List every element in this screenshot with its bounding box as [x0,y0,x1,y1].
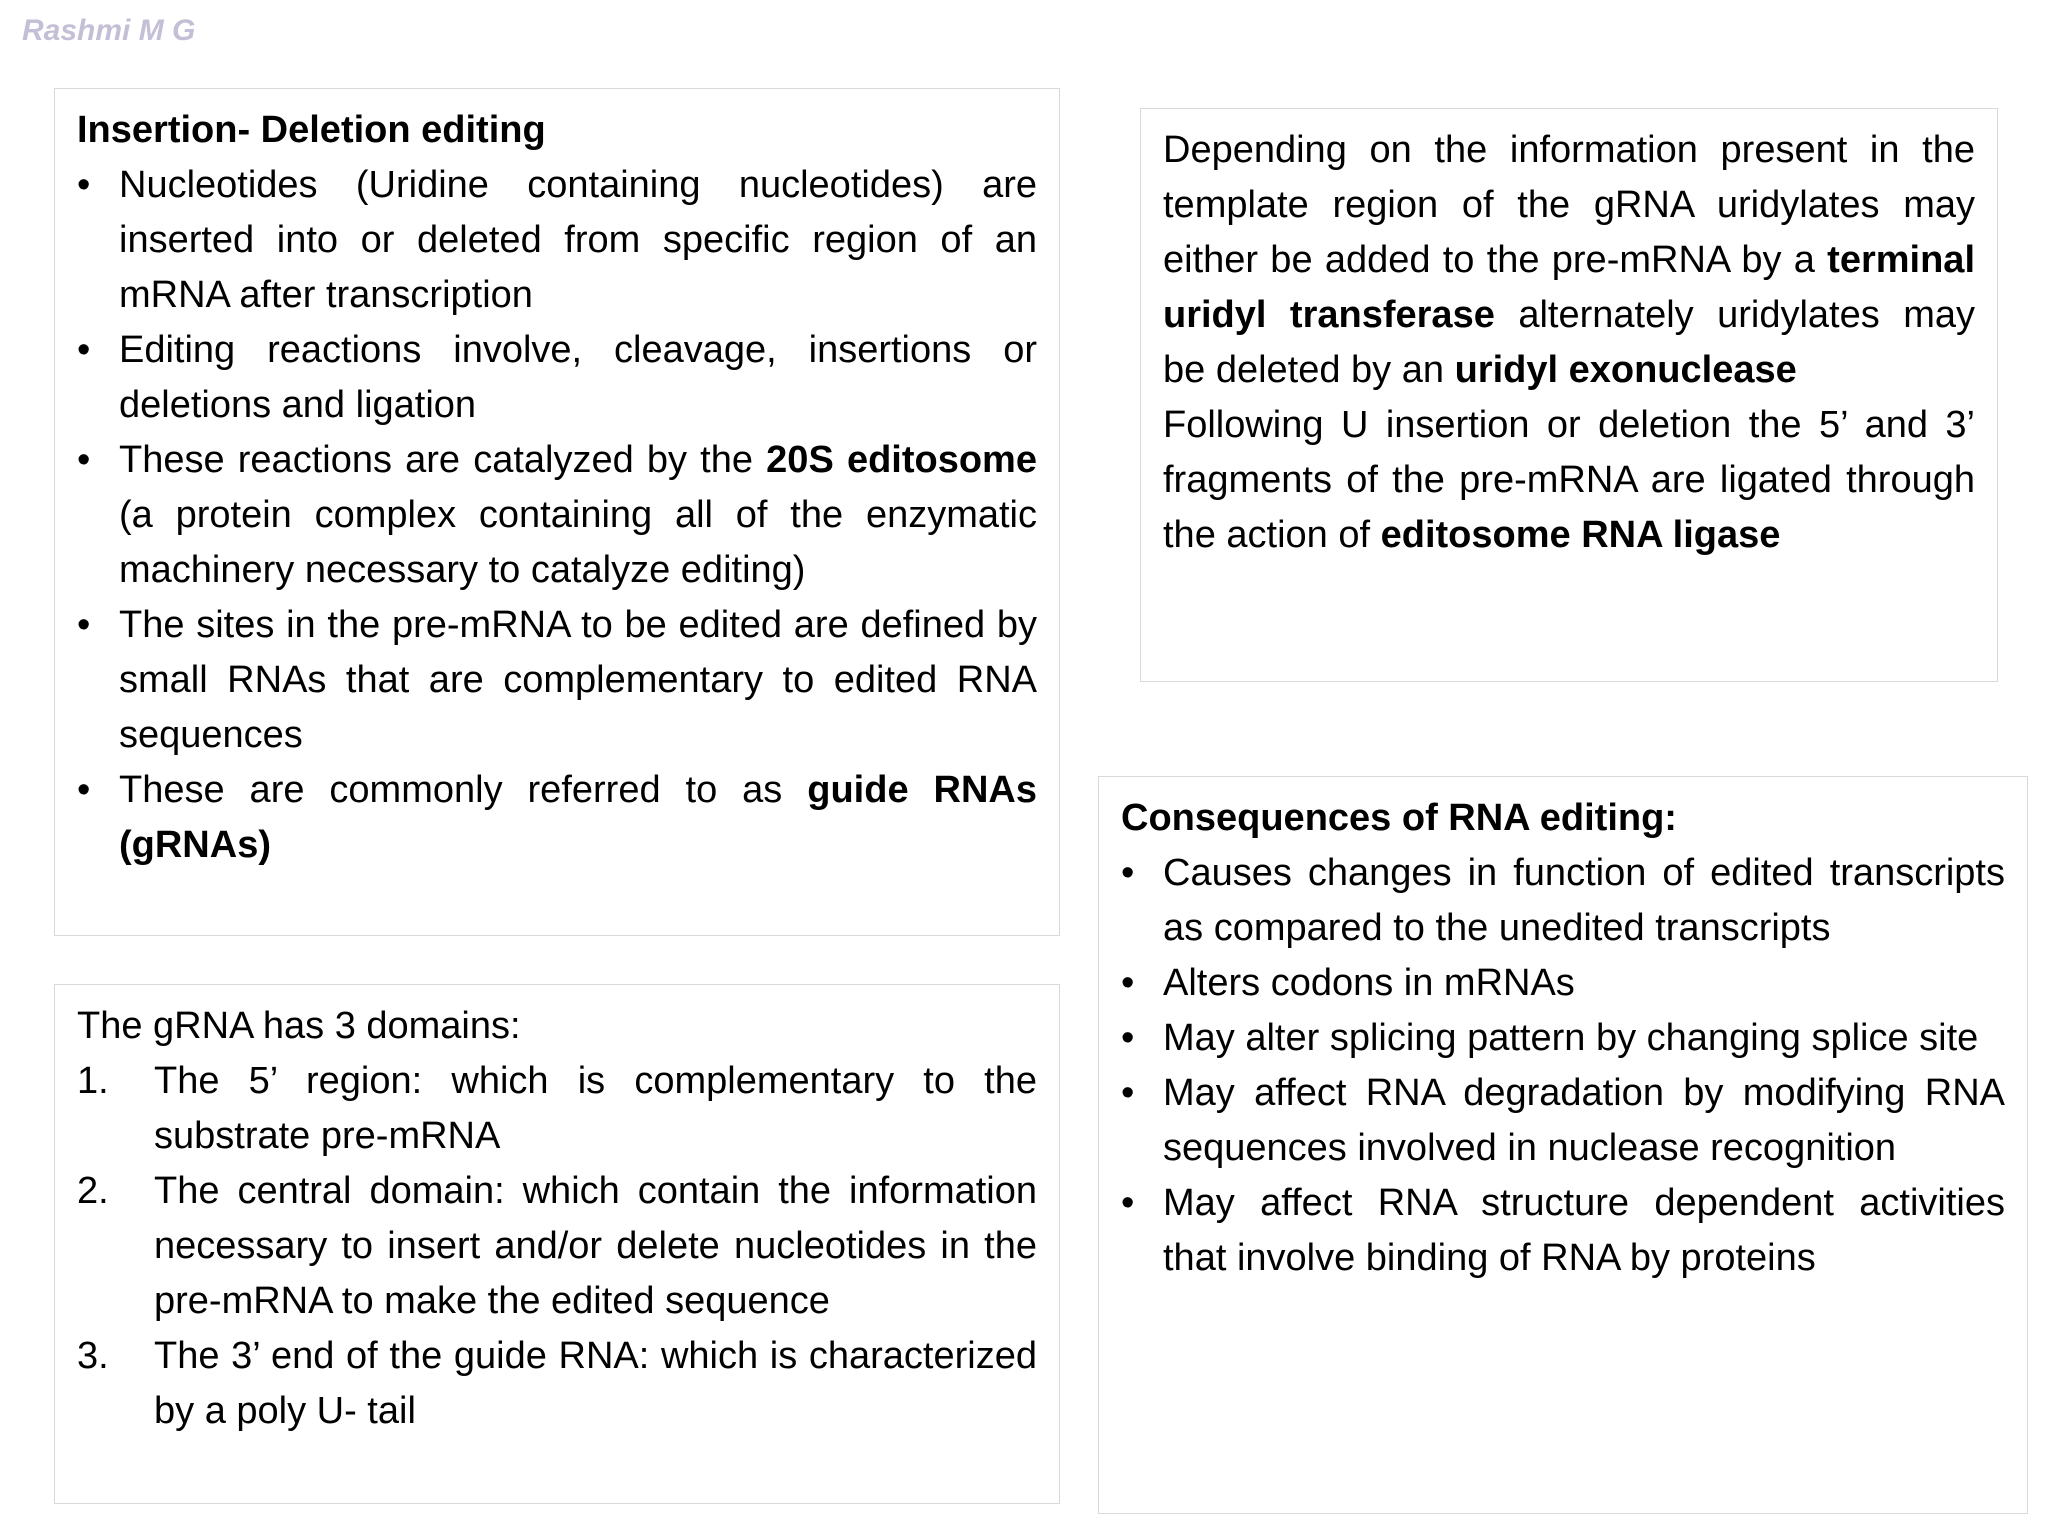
term-terminal-uridyl-transferase: terminal uridyl transferase [1163,239,1975,336]
term-editosome-rna-ligase: editosome RNA ligase [1380,514,1781,556]
list-item: • Nucleotides (Uridine containing nucleotides) are inserted into or deleted from specific region of an mRNA after transcription [77,158,1037,323]
list-item: • The sites in the pre-mRNA to be edited are defined by small RNAs that are complementary to edited RNA sequences [77,598,1037,763]
ligation-paragraph: Following U insertion or deletion the 5’ and 3’ fragments of the pre-mRNA are ligated through the action of editosome RNA ligase [1163,404,1975,556]
list-number: 2. [77,1170,109,1212]
list-item: • May alter splicing pattern by changing splice site [1121,1011,2005,1066]
grna-domains-intro: The gRNA has 3 domains: [77,1005,521,1047]
list-number: 1. [77,1060,109,1102]
list-item: 2. The central domain: which contain the information necessary to insert and/or delete nucleotides in the pre-mRNA to make the edited sequence [77,1164,1037,1329]
term-guide-rnas: guide RNAs (gRNAs) [119,769,1037,866]
list-item: • These are commonly referred to as guide RNAs (gRNAs) [77,763,1037,873]
list-item: • Editing reactions involve, cleavage, insertions or deletions and ligation [77,323,1037,433]
term-20s-editosome: 20S editosome [766,439,1037,481]
list-item: 1. The 5’ region: which is complementary to the substrate pre-mRNA [77,1054,1037,1164]
consequences-textbox [1098,776,2028,1514]
list-item: 3. The 3’ end of the guide RNA: which is characterized by a poly U- tail [77,1329,1037,1439]
list-item: • Causes changes in function of edited transcripts as compared to the unedited transcripts [1121,846,2005,956]
insertion-deletion-heading: Insertion- Deletion editing [77,109,546,151]
list-item: • May affect RNA degradation by modifying RNA sequences involved in nuclease recognition [1121,1066,2005,1176]
consequences-bullet-list [1121,846,2005,1286]
list-number: 3. [77,1335,109,1377]
grna-domains-textbox [54,984,1060,1504]
list-item: • Alters codons in mRNAs [1121,956,2005,1011]
author-watermark: Rashmi M G [22,14,196,47]
uridylate-editing-textbox [1140,108,1998,682]
term-uridyl-exonuclease: uridyl exonuclease [1454,349,1797,391]
uridylate-paragraph: Depending on the information present in the template region of the gRNA uridylates may either be added to the pre-mRNA by a terminal uridyl transferase alternately uridylates may be deleted by an uridyl exonuclease [1163,129,1976,391]
list-item: • These reactions are catalyzed by the 20S editosome (a protein complex containing all of the enzymatic machinery necessary to catalyze editing) [77,433,1037,598]
list-item: • May affect RNA structure dependent activities that involve binding of RNA by proteins [1121,1176,2005,1286]
consequences-heading: Consequences of RNA editing: [1121,797,1677,839]
insertion-deletion-textbox [54,88,1060,936]
grna-domains-numbered-list [77,1054,1037,1439]
insertion-deletion-bullet-list [77,158,1037,873]
